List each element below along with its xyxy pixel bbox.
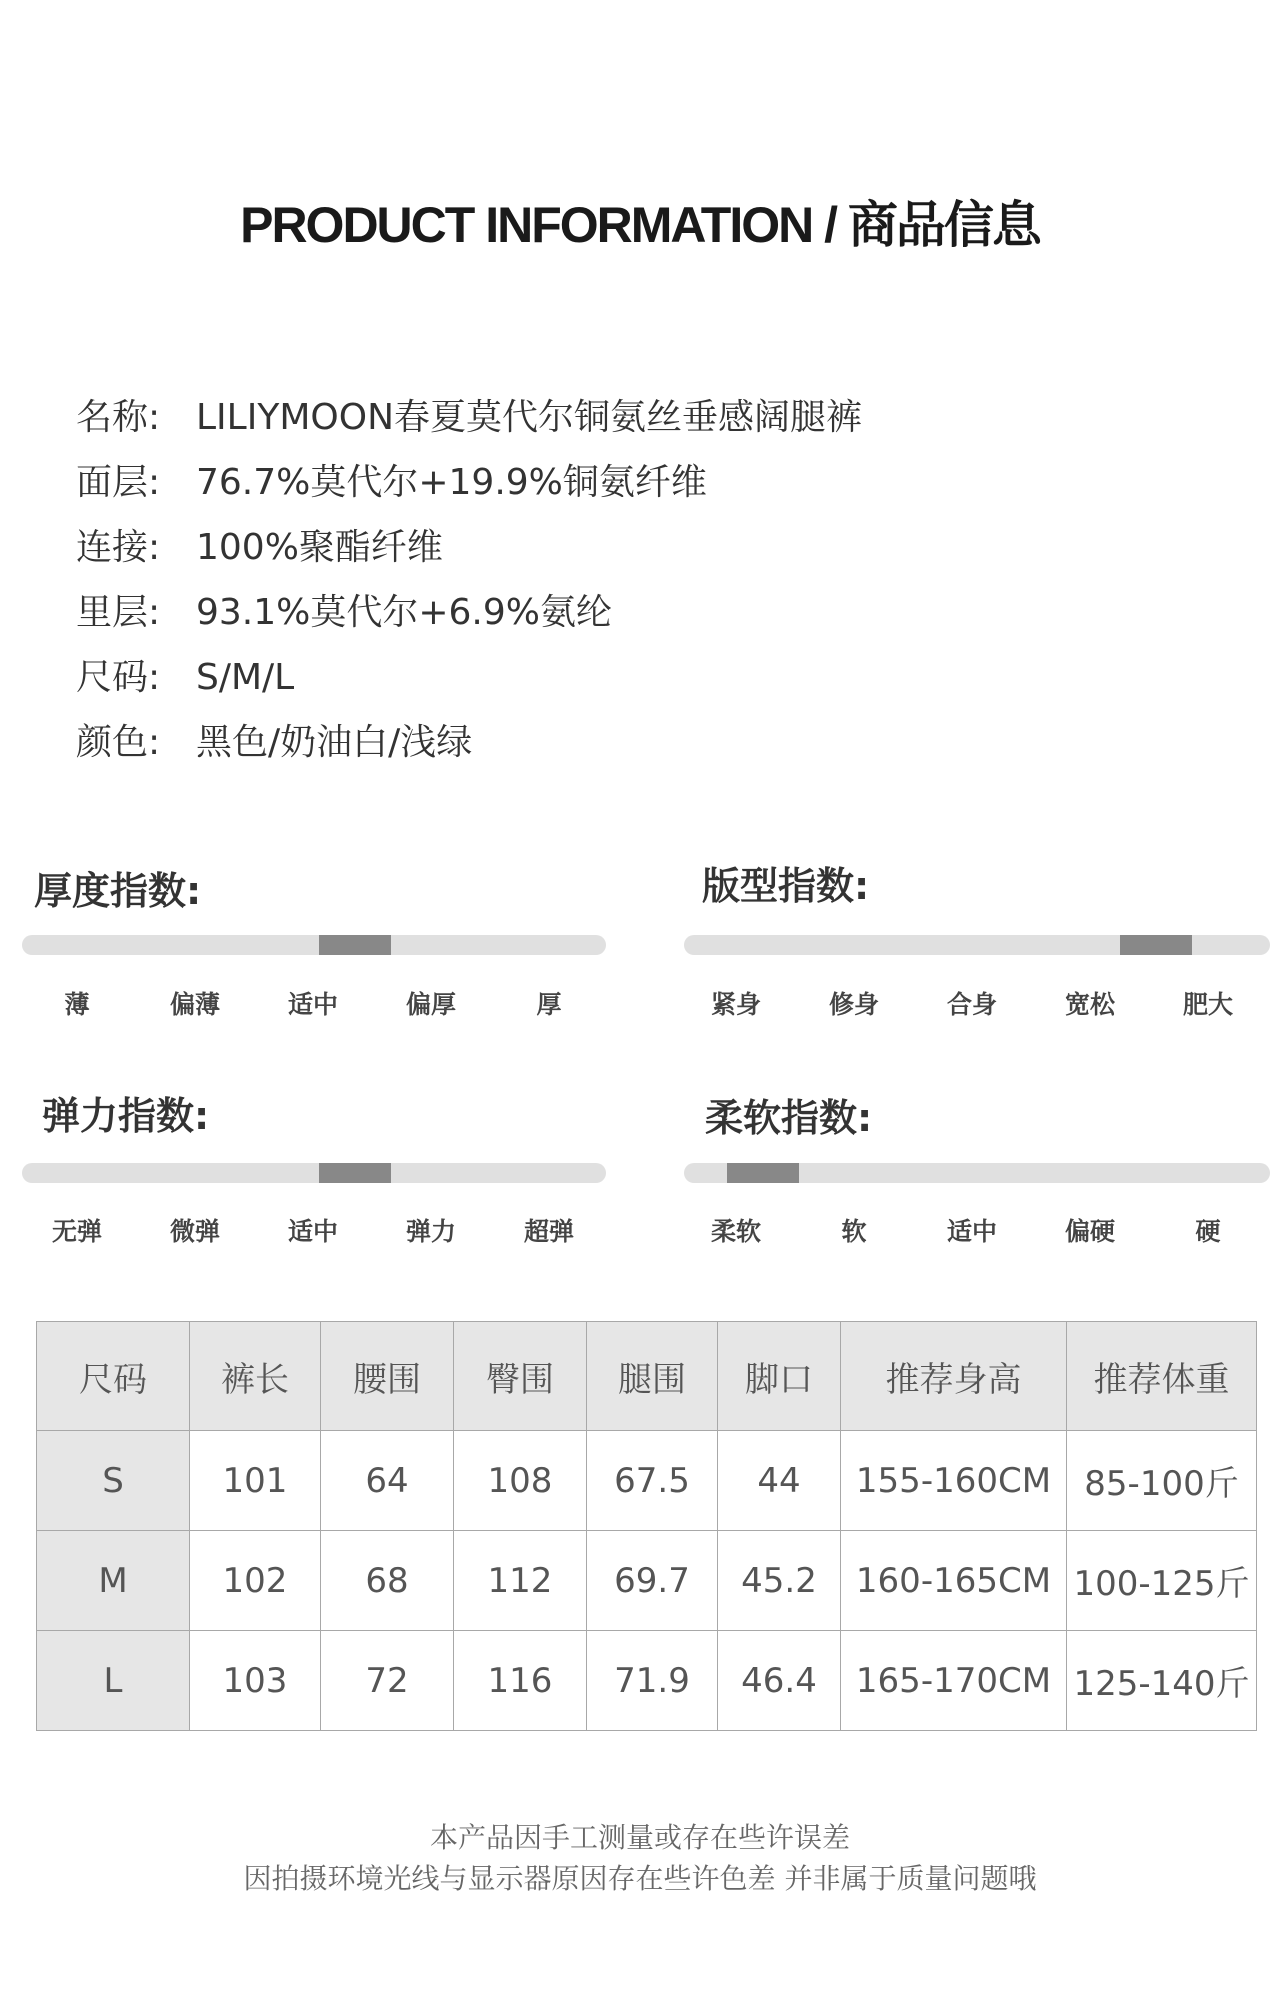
- table-cell: 46.4: [718, 1631, 841, 1731]
- scale-label: 宽松: [1064, 990, 1115, 1019]
- table-cell: 85-100斤: [1067, 1431, 1257, 1531]
- table-cell: 64: [321, 1431, 454, 1531]
- index-scale: [677, 1212, 1267, 1248]
- scale-label: 无弹: [51, 1217, 102, 1246]
- table-row: [37, 1431, 1257, 1531]
- index-marker: [319, 935, 391, 955]
- index-track: [684, 1163, 1270, 1183]
- column-header: 腿围: [587, 1322, 718, 1431]
- column-header: 推荐身高: [841, 1322, 1067, 1431]
- product-info: [76, 385, 862, 775]
- table-cell: M: [37, 1531, 190, 1631]
- column-header: 腰围: [321, 1322, 454, 1431]
- scale-label: 合身: [946, 990, 997, 1019]
- info-label: 里层:: [76, 592, 161, 633]
- scale-label: 紧身: [710, 990, 761, 1019]
- index-title: 弹力指数:: [42, 1094, 210, 1138]
- scale-label: 超弹: [523, 1217, 574, 1246]
- scale-label: 硬: [1195, 1217, 1221, 1246]
- table-cell: 155-160CM: [841, 1431, 1067, 1531]
- table-cell: 68: [321, 1531, 454, 1631]
- table-cell: S: [37, 1431, 190, 1531]
- table-cell: 160-165CM: [841, 1531, 1067, 1631]
- info-label: 名称:: [76, 397, 161, 438]
- index-scale: [18, 1212, 608, 1248]
- table-cell: 44: [718, 1431, 841, 1531]
- index-scale: [18, 985, 608, 1021]
- table-cell: 45.2: [718, 1531, 841, 1631]
- footnote-measurement: 本产品因手工测量或存在些许误差: [429, 1821, 850, 1854]
- page-title: PRODUCT INFORMATION / 商品信息: [240, 197, 1040, 253]
- info-label: 面层:: [76, 462, 161, 503]
- table-cell: 100-125斤: [1067, 1531, 1257, 1631]
- table-cell: 125-140斤: [1067, 1631, 1257, 1731]
- scale-label: 软: [841, 1217, 867, 1246]
- scale-label: 适中: [287, 1217, 338, 1246]
- scale-label: 适中: [287, 990, 338, 1019]
- size-table: [36, 1321, 1257, 1731]
- scale-label: 修身: [828, 990, 879, 1019]
- info-row-inner-layer: [76, 580, 862, 645]
- column-header: 臀围: [454, 1322, 587, 1431]
- info-label: 尺码:: [76, 657, 161, 698]
- column-header: 尺码: [37, 1322, 190, 1431]
- info-label: 连接:: [76, 527, 161, 568]
- table-header-row: [37, 1322, 1257, 1431]
- footnote-color-difference: 因拍摄环境光线与显示器原因存在些许色差 并非属于质量问题哦: [243, 1862, 1037, 1895]
- index-track: [684, 935, 1270, 955]
- table-cell: 108: [454, 1431, 587, 1531]
- scale-label: 偏薄: [169, 990, 220, 1019]
- index-title: 厚度指数:: [34, 869, 202, 913]
- index-title: 柔软指数:: [705, 1096, 873, 1140]
- info-row-name: [76, 385, 862, 450]
- info-value: 100%聚酯纤维: [196, 527, 443, 568]
- table-cell: 112: [454, 1531, 587, 1631]
- table-cell: 101: [190, 1431, 321, 1531]
- scale-label: 薄: [64, 990, 90, 1019]
- column-header: 脚口: [718, 1322, 841, 1431]
- info-label: 颜色:: [76, 722, 161, 763]
- table-cell: 116: [454, 1631, 587, 1731]
- index-marker: [727, 1163, 799, 1183]
- index-title: 版型指数:: [702, 864, 870, 908]
- info-value: 76.7%莫代尔+19.9%铜氨纤维: [196, 462, 707, 503]
- table-cell: 103: [190, 1631, 321, 1731]
- table-cell: L: [37, 1631, 190, 1731]
- info-value: S/M/L: [196, 657, 295, 698]
- info-row-color: [76, 710, 862, 775]
- scale-label: 适中: [946, 1217, 997, 1246]
- info-row-size: [76, 645, 862, 710]
- table-cell: 165-170CM: [841, 1631, 1067, 1731]
- table-cell: 67.5: [587, 1431, 718, 1531]
- scale-label: 柔软: [710, 1217, 761, 1246]
- index-marker: [319, 1163, 391, 1183]
- column-header: 裤长: [190, 1322, 321, 1431]
- scale-label: 肥大: [1182, 990, 1233, 1019]
- info-row-outer-layer: [76, 450, 862, 515]
- index-scale: [677, 985, 1267, 1021]
- index-track: [22, 1163, 606, 1183]
- table-cell: 71.9: [587, 1631, 718, 1731]
- scale-label: 微弹: [169, 1217, 220, 1246]
- info-value: 黑色/奶油白/浅绿: [196, 722, 473, 763]
- table-cell: 102: [190, 1531, 321, 1631]
- scale-label: 偏硬: [1064, 1217, 1115, 1246]
- column-header: 推荐体重: [1067, 1322, 1257, 1431]
- info-row-connection: [76, 515, 862, 580]
- scale-label: 厚: [536, 990, 562, 1019]
- info-value: 93.1%莫代尔+6.9%氨纶: [196, 592, 612, 633]
- index-track: [22, 935, 606, 955]
- table-row: [37, 1631, 1257, 1731]
- info-value: LILIYMOON春夏莫代尔铜氨丝垂感阔腿裤: [196, 397, 863, 438]
- scale-label: 弹力: [405, 1217, 456, 1246]
- scale-label: 偏厚: [405, 990, 456, 1019]
- index-marker: [1120, 935, 1192, 955]
- table-cell: 69.7: [587, 1531, 718, 1631]
- table-row: [37, 1531, 1257, 1631]
- table-cell: 72: [321, 1631, 454, 1731]
